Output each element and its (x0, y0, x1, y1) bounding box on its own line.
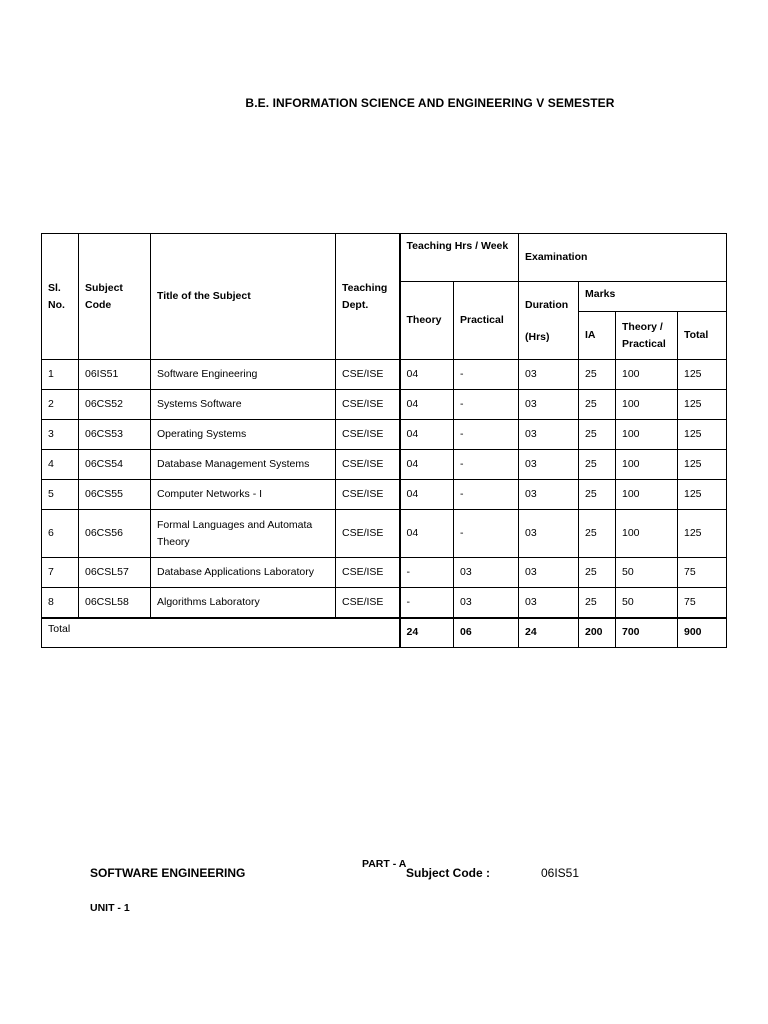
header-duration-label: Duration (525, 298, 569, 311)
total-ia: 200 (579, 618, 616, 648)
cell-total: 125 (678, 480, 727, 510)
cell-sl: 8 (42, 588, 79, 618)
cell-total: 75 (678, 558, 727, 588)
cell-theory: - (400, 588, 454, 618)
cell-practical: - (454, 390, 519, 420)
header-theory-practical: Theory / Practical (616, 312, 678, 360)
cell-ia: 25 (579, 558, 616, 588)
header-duration-hrs: (Hrs) (525, 330, 550, 343)
table-row (42, 510, 727, 558)
header-duration (519, 282, 579, 360)
cell-theory-practical: 100 (616, 480, 678, 510)
cell-ia: 25 (579, 588, 616, 618)
cell-total: 125 (678, 420, 727, 450)
cell-duration: 03 (519, 450, 579, 480)
cell-title: Operating Systems (151, 420, 336, 450)
part-label: PART - A (362, 858, 407, 870)
cell-theory: 04 (400, 420, 454, 450)
cell-theory-practical: 100 (616, 390, 678, 420)
cell-theory: 04 (400, 450, 454, 480)
subject-name: SOFTWARE ENGINEERING (90, 866, 246, 880)
cell-sl: 6 (42, 510, 79, 558)
cell-code: 06CS53 (79, 420, 151, 450)
cell-code: 06CSL58 (79, 588, 151, 618)
header-ia: IA (579, 312, 616, 360)
cell-ia: 25 (579, 360, 616, 390)
cell-theory-practical: 100 (616, 360, 678, 390)
cell-dept: CSE/ISE (336, 510, 400, 558)
cell-practical: - (454, 420, 519, 450)
cell-theory: - (400, 558, 454, 588)
total-duration: 24 (519, 618, 579, 648)
cell-dept: CSE/ISE (336, 558, 400, 588)
cell-ia: 25 (579, 480, 616, 510)
table-row (42, 480, 727, 510)
header-sl-no: Sl. No. (42, 234, 79, 360)
cell-sl: 2 (42, 390, 79, 420)
header-theory: Theory (400, 282, 454, 360)
header-subject-code: Subject Code (79, 234, 151, 360)
total-total: 900 (678, 618, 727, 648)
cell-title: Systems Software (151, 390, 336, 420)
cell-sl: 4 (42, 450, 79, 480)
total-theory-practical: 700 (616, 618, 678, 648)
cell-dept: CSE/ISE (336, 360, 400, 390)
header-marks: Marks (579, 282, 727, 312)
subject-code-value: 06IS51 (541, 866, 580, 880)
table-row (42, 360, 727, 390)
unit-label: UNIT - 1 (90, 902, 130, 914)
header-teaching-dept: Teaching Dept. (336, 234, 400, 360)
cell-duration: 03 (519, 588, 579, 618)
cell-total: 75 (678, 588, 727, 618)
cell-theory-practical: 100 (616, 510, 678, 558)
cell-total: 125 (678, 450, 727, 480)
cell-ia: 25 (579, 450, 616, 480)
cell-practical: - (454, 480, 519, 510)
cell-dept: CSE/ISE (336, 588, 400, 618)
cell-practical: - (454, 450, 519, 480)
cell-sl: 7 (42, 558, 79, 588)
cell-duration: 03 (519, 480, 579, 510)
cell-title: Formal Languages and Automata Theory (151, 510, 336, 558)
cell-total: 125 (678, 510, 727, 558)
scheme-table (41, 233, 727, 648)
header-practical: Practical (454, 282, 519, 360)
table-row (42, 588, 727, 618)
header-teaching-hrs: Teaching Hrs / Week (400, 234, 519, 282)
table-row (42, 450, 727, 480)
cell-title: Software Engineering (151, 360, 336, 390)
cell-code: 06CS54 (79, 450, 151, 480)
subject-code-label: Subject Code : (406, 866, 491, 880)
cell-dept: CSE/ISE (336, 480, 400, 510)
total-row (42, 618, 727, 648)
cell-theory-practical: 50 (616, 588, 678, 618)
cell-duration: 03 (519, 360, 579, 390)
total-label: Total (42, 618, 400, 648)
header-examination: Examination (519, 234, 727, 282)
cell-dept: CSE/ISE (336, 390, 400, 420)
cell-theory-practical: 100 (616, 450, 678, 480)
cell-code: 06CSL57 (79, 558, 151, 588)
cell-theory: 04 (400, 390, 454, 420)
cell-duration: 03 (519, 558, 579, 588)
header-title: Title of the Subject (151, 234, 336, 360)
cell-theory-practical: 100 (616, 420, 678, 450)
cell-practical: 03 (454, 588, 519, 618)
cell-duration: 03 (519, 390, 579, 420)
cell-title: Computer Networks - I (151, 480, 336, 510)
cell-sl: 1 (42, 360, 79, 390)
document-title: B.E. INFORMATION SCIENCE AND ENGINEERING V SEMESTER (245, 96, 615, 110)
cell-code: 06IS51 (79, 360, 151, 390)
cell-dept: CSE/ISE (336, 450, 400, 480)
cell-practical: - (454, 360, 519, 390)
cell-theory: 04 (400, 360, 454, 390)
cell-title: Database Applications Laboratory (151, 558, 336, 588)
cell-total: 125 (678, 390, 727, 420)
cell-theory-practical: 50 (616, 558, 678, 588)
cell-title: Database Management Systems (151, 450, 336, 480)
total-theory: 24 (400, 618, 454, 648)
header-total: Total (678, 312, 727, 360)
cell-practical: - (454, 510, 519, 558)
cell-practical: 03 (454, 558, 519, 588)
cell-title: Algorithms Laboratory (151, 588, 336, 618)
cell-duration: 03 (519, 420, 579, 450)
cell-theory: 04 (400, 510, 454, 558)
cell-ia: 25 (579, 510, 616, 558)
table-row (42, 420, 727, 450)
cell-code: 06CS55 (79, 480, 151, 510)
cell-code: 06CS52 (79, 390, 151, 420)
cell-ia: 25 (579, 420, 616, 450)
cell-sl: 5 (42, 480, 79, 510)
cell-ia: 25 (579, 390, 616, 420)
cell-theory: 04 (400, 480, 454, 510)
cell-duration: 03 (519, 510, 579, 558)
cell-total: 125 (678, 360, 727, 390)
total-practical: 06 (454, 618, 519, 648)
cell-dept: CSE/ISE (336, 420, 400, 450)
cell-code: 06CS56 (79, 510, 151, 558)
cell-sl: 3 (42, 420, 79, 450)
table-row (42, 390, 727, 420)
table-row (42, 558, 727, 588)
